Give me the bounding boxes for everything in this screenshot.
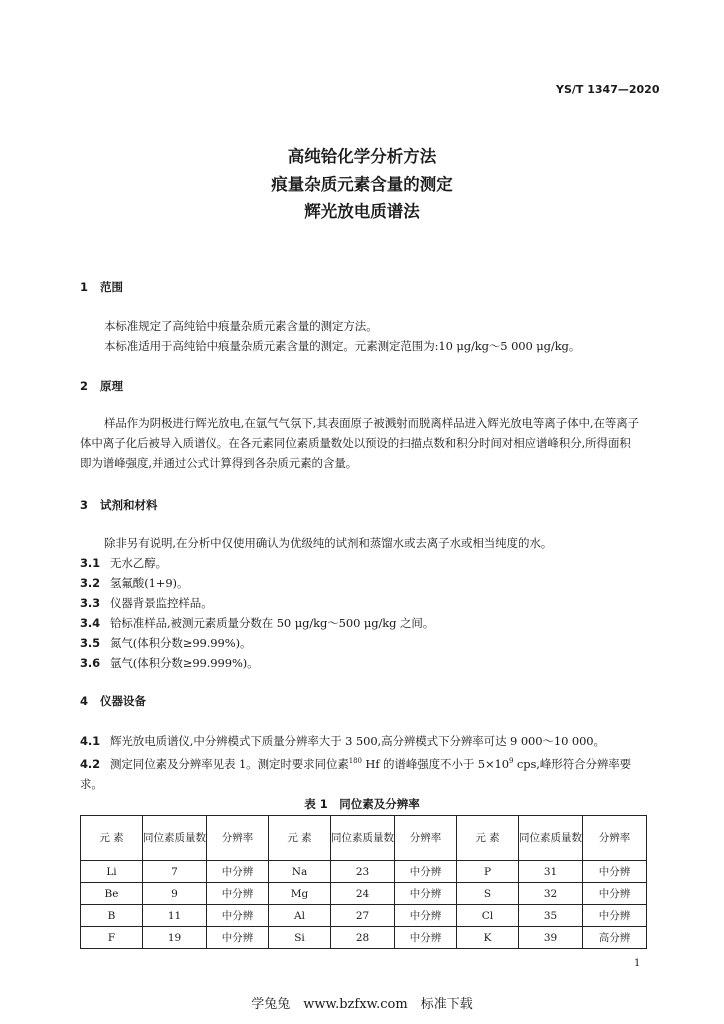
- table-cell: 35: [519, 905, 583, 927]
- item-number: 3.2: [80, 576, 101, 590]
- header-cell: 分辨率: [583, 816, 647, 861]
- footer-watermark: 学兔兔 www.bzfxw.com 标准下载: [251, 997, 473, 1012]
- table-cell: 中分辨: [207, 883, 269, 905]
- section-heading-scope: [80, 279, 123, 295]
- apparatus-item-1: [80, 731, 650, 751]
- exponent-superscript: 9: [508, 757, 514, 765]
- item-number: 3.3: [80, 596, 101, 610]
- section-heading-apparatus: [80, 693, 146, 709]
- item-text-b: Hf 的谱峰强度不小于 5×10: [361, 756, 509, 771]
- table-cell: Si: [269, 927, 331, 949]
- section-number: 3: [80, 498, 89, 512]
- section-heading-principle: [80, 378, 123, 394]
- table-row: [81, 883, 647, 905]
- table-cell: B: [81, 905, 143, 927]
- table-cell: 中分辨: [395, 927, 457, 949]
- section-number: 4: [80, 694, 89, 708]
- table-row: [81, 861, 647, 883]
- section-title: 范围: [100, 280, 123, 294]
- table-cell: 中分辨: [583, 861, 647, 883]
- table-row: [81, 905, 647, 927]
- table-cell: 中分辨: [207, 927, 269, 949]
- scope-paragraph-2: 本标准适用于高纯铪中痕量杂质元素含量的测定。元素测定范围为:10 μg/kg～5 000 μg/kg。: [104, 339, 581, 353]
- item-number: 4.1: [80, 734, 101, 748]
- apparatus-item-2: [80, 751, 650, 794]
- reagent-item: [80, 653, 650, 673]
- table-cell: Mg: [269, 883, 331, 905]
- table-cell: 中分辨: [583, 883, 647, 905]
- standard-number: YS/T 1347—2020: [556, 83, 660, 96]
- item-text: 氮气(体积分数≥99.99%)。: [110, 636, 252, 650]
- section-title: 原理: [100, 379, 123, 393]
- reagent-item: [80, 593, 650, 613]
- item-text: 仪器背景监控样品。: [110, 596, 213, 610]
- table-cell: 39: [519, 927, 583, 949]
- section-heading-reagents: [80, 497, 158, 513]
- item-number: 3.4: [80, 616, 101, 630]
- table-cell: 中分辨: [395, 861, 457, 883]
- scope-paragraph-1: 本标准规定了高纯铪中痕量杂质元素含量的测定方法。: [104, 319, 378, 333]
- item-text-a: 测定同位素及分辨率见表 1。测定时要求同位素: [110, 756, 349, 771]
- item-text-c: cps,峰形符合分辨率要求。: [80, 756, 632, 791]
- section-number: 1: [80, 280, 89, 294]
- table-cell: 中分辨: [395, 905, 457, 927]
- reagent-item: [80, 633, 650, 653]
- table-cell: 中分辨: [207, 905, 269, 927]
- header-cell: 元 素: [457, 816, 519, 861]
- table-cell: 7: [143, 861, 207, 883]
- item-number: 3.1: [80, 556, 101, 570]
- header-cell: 分辨率: [207, 816, 269, 861]
- table-cell: 28: [331, 927, 395, 949]
- table-cell: 11: [143, 905, 207, 927]
- reagents-paragraph: 除非另有说明,在分析中仅使用确认为优级纯的试剂和蒸馏水或去离子水或相当纯度的水。: [104, 536, 553, 550]
- table-cell: F: [81, 927, 143, 949]
- table-cell: 24: [331, 883, 395, 905]
- item-text: 氩气(体积分数≥99.999%)。: [110, 656, 259, 670]
- section-title: 仪器设备: [100, 694, 146, 708]
- item-number: 4.2: [80, 756, 101, 771]
- item-text: 氢氟酸(1+9)。: [110, 576, 189, 590]
- table-cell: 中分辨: [583, 905, 647, 927]
- table-cell: 27: [331, 905, 395, 927]
- table-caption: 表 1 同位素及分辨率: [304, 797, 420, 811]
- item-text: 辉光放电质谱仪,中分辨模式下质量分辨率大于 3 500,高分辨模式下分辨率可达 9 000～10 000。: [110, 734, 605, 748]
- section-number: 2: [80, 379, 89, 393]
- header-cell: 同位素质量数: [519, 816, 583, 861]
- item-text: 铪标准样品,被测元素质量分数在 50 μg/kg～500 μg/kg 之间。: [110, 616, 435, 630]
- item-number: 3.6: [80, 656, 101, 670]
- title-line-1: 高纯铪化学分析方法: [287, 147, 437, 166]
- table-cell: 中分辨: [395, 883, 457, 905]
- table-cell: S: [457, 883, 519, 905]
- isotope-superscript: 180: [348, 757, 362, 765]
- table-cell: 9: [143, 883, 207, 905]
- table-cell: K: [457, 927, 519, 949]
- table-cell: Li: [81, 861, 143, 883]
- table-cell: Na: [269, 861, 331, 883]
- header-cell: 同位素质量数: [331, 816, 395, 861]
- header-cell: 分辨率: [395, 816, 457, 861]
- table-cell: 23: [331, 861, 395, 883]
- table-cell: Be: [81, 883, 143, 905]
- item-text: 无水乙醇。: [110, 556, 167, 570]
- table-cell: 19: [143, 927, 207, 949]
- reagent-item: [80, 573, 650, 593]
- item-number: 3.5: [80, 636, 101, 650]
- title-line-3: 辉光放电质谱法: [304, 202, 420, 221]
- header-cell: 元 素: [81, 816, 143, 861]
- header-cell: 元 素: [269, 816, 331, 861]
- table-cell: 31: [519, 861, 583, 883]
- table-cell: Al: [269, 905, 331, 927]
- table-cell: 中分辨: [207, 861, 269, 883]
- section-title: 试剂和材料: [100, 498, 158, 512]
- reagent-item: [80, 613, 650, 633]
- table-cell: 高分辨: [583, 927, 647, 949]
- principle-paragraph: 样品作为阴极进行辉光放电,在氩气气氛下,其表面原子被溅射而脱离样品进入辉光放电等离子体中,在等离子体中离子化后被导入质谱仪。在各元素同位素质量数处以预设的扫描点数和积分时间对相应谱峰积分,所得面积即为谱峰强度,并通过公式计算得到各杂质元素的含量。: [80, 416, 640, 470]
- table-cell: Cl: [457, 905, 519, 927]
- table-cell: P: [457, 861, 519, 883]
- page-number: 1: [634, 958, 641, 969]
- isotope-table: [80, 815, 647, 949]
- table-header-row: [81, 816, 647, 861]
- reagent-item: [80, 553, 650, 573]
- table-row: [81, 927, 647, 949]
- header-cell: 同位素质量数: [143, 816, 207, 861]
- table-cell: 32: [519, 883, 583, 905]
- title-line-2: 痕量杂质元素含量的测定: [271, 175, 453, 194]
